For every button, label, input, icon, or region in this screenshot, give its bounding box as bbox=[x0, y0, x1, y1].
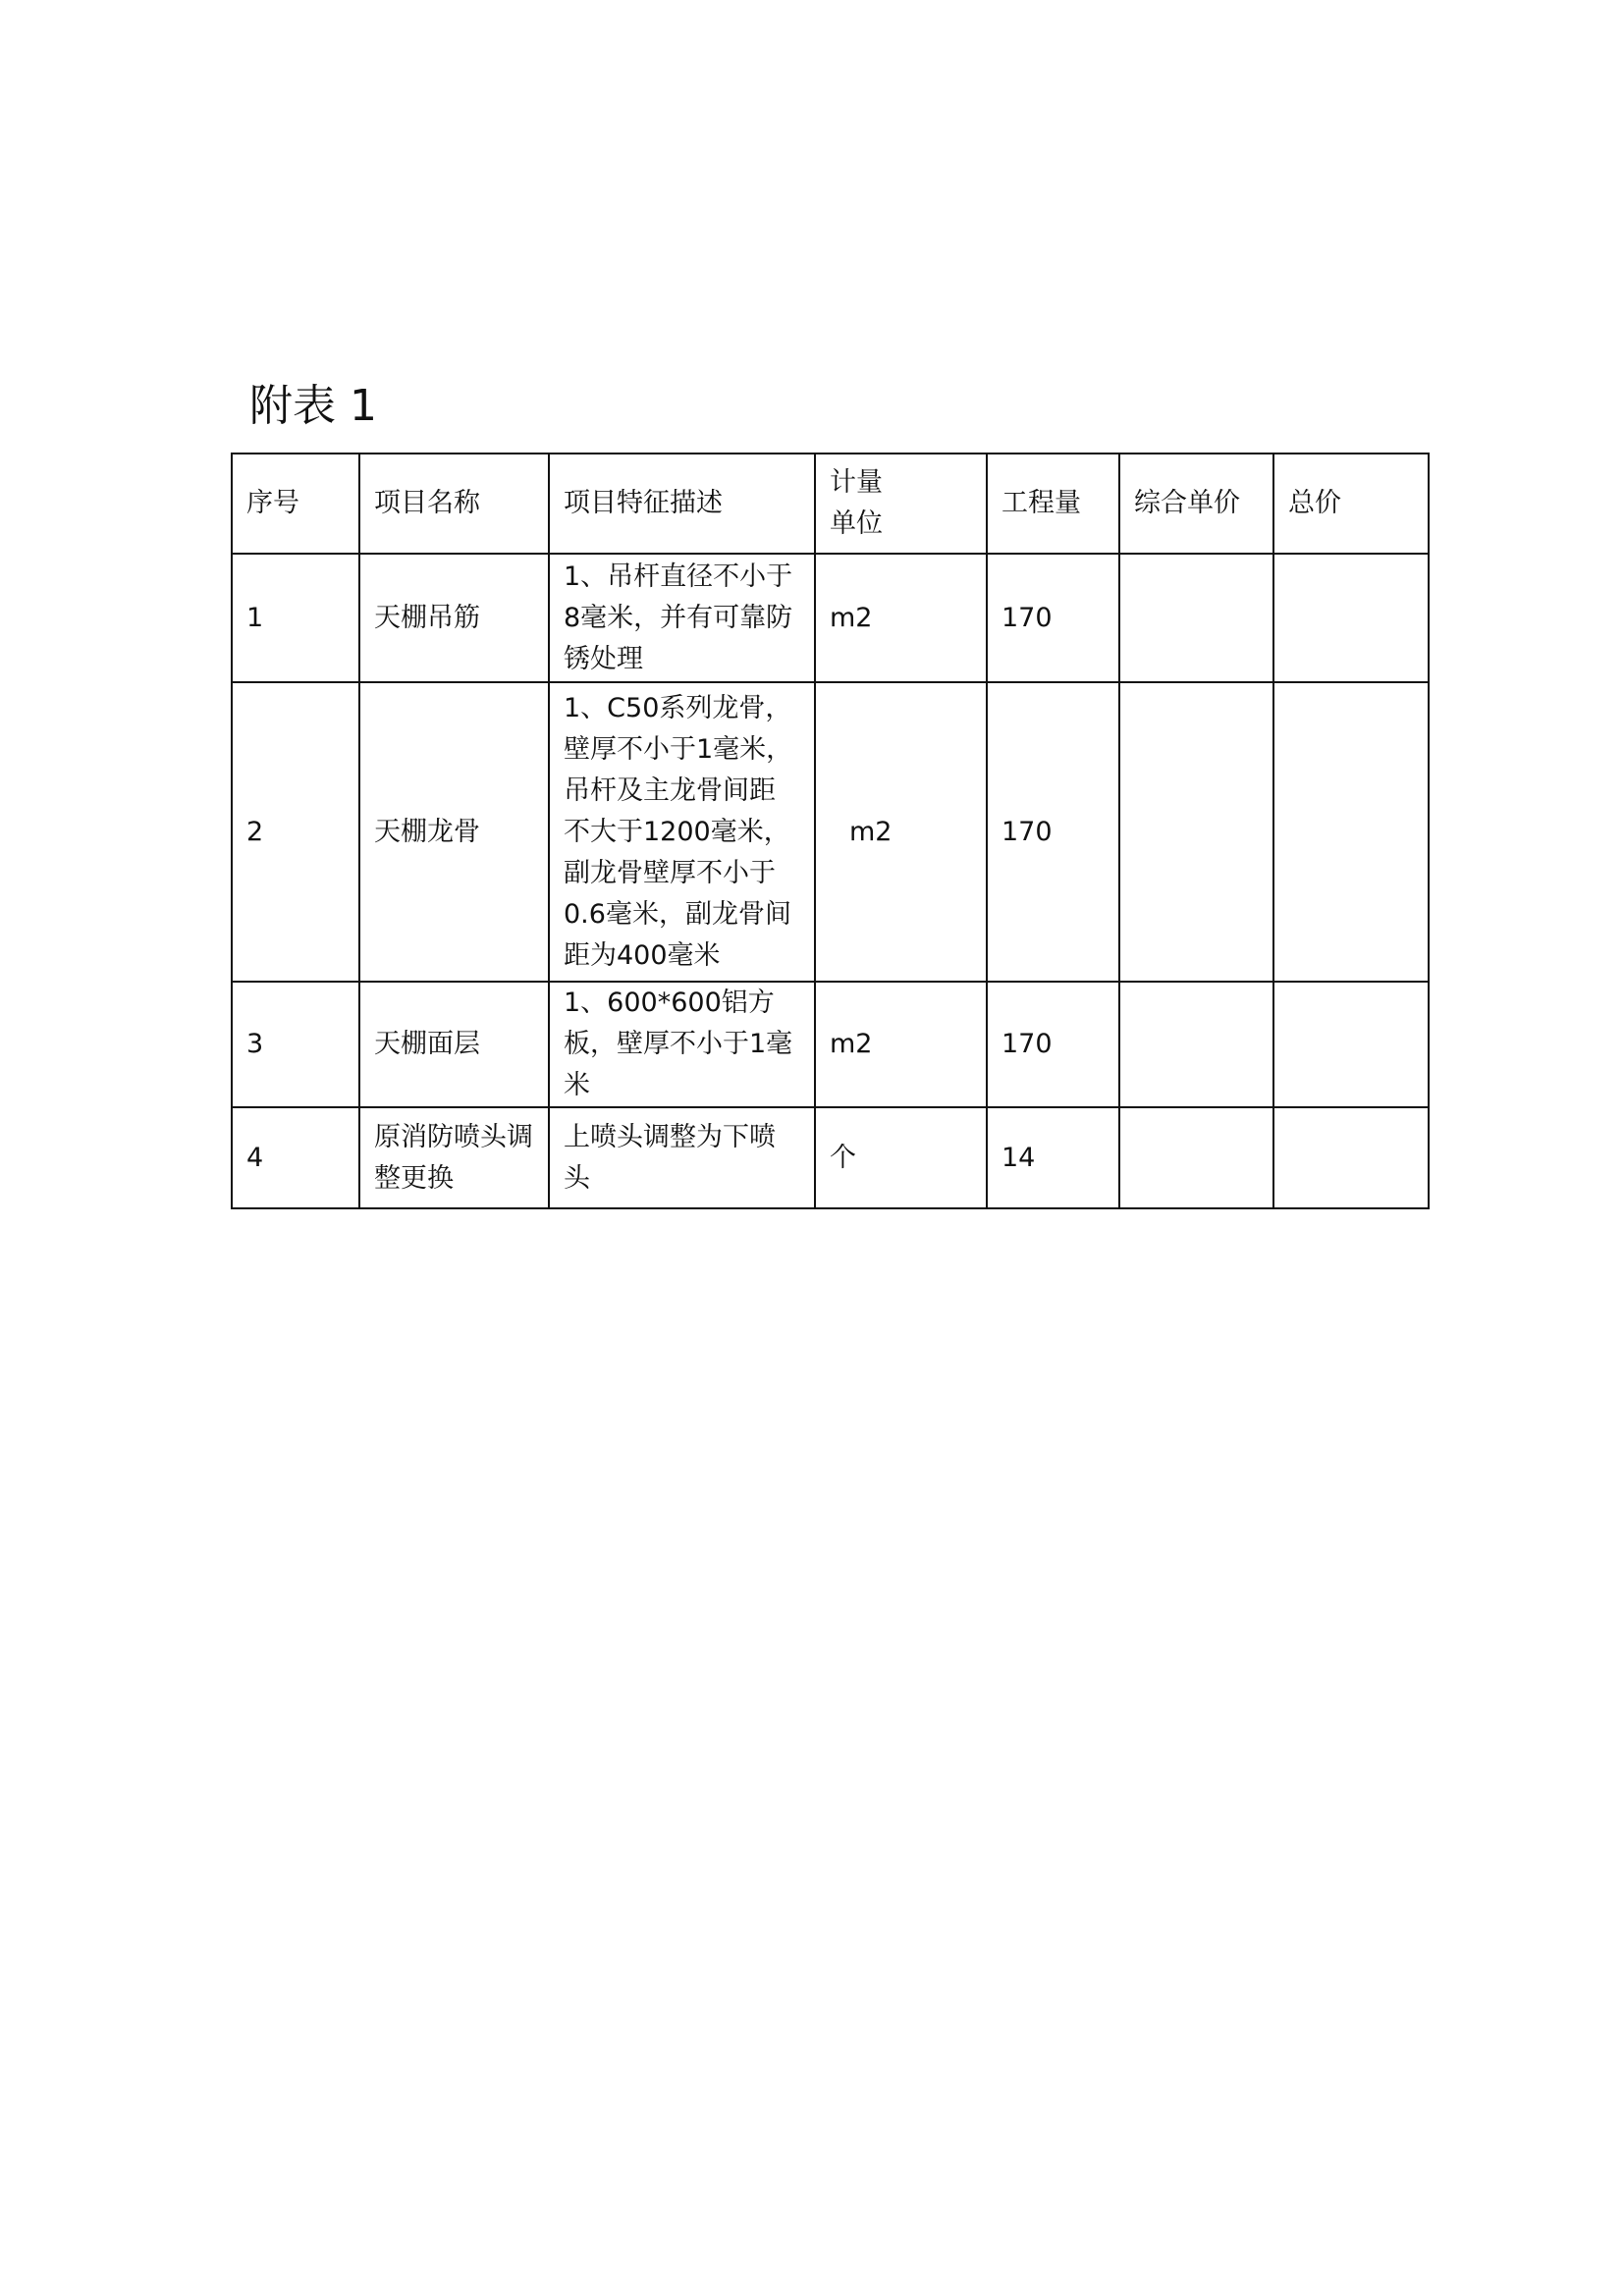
cell-name: 天棚吊筋 bbox=[359, 554, 549, 682]
cell-desc: 1、C50系列龙骨，壁厚不小于1毫米，吊杆及主龙骨间距不大于1200毫米，副龙骨壁厚不小于0.6毫米，副龙骨间距为400毫米 bbox=[549, 682, 815, 982]
header-total: 总价 bbox=[1273, 454, 1429, 554]
cell-unit-price bbox=[1119, 1107, 1273, 1208]
header-unit-line-1: 计量 bbox=[830, 467, 883, 498]
cell-desc: 1、600*600铝方板，壁厚不小于1毫米 bbox=[549, 982, 815, 1107]
cell-no: 2 bbox=[232, 682, 359, 982]
cell-unit-price bbox=[1119, 554, 1273, 682]
header-unit-line-2: 单位 bbox=[830, 508, 883, 539]
cell-unit-price bbox=[1119, 682, 1273, 982]
cell-unit: m2 bbox=[815, 982, 987, 1107]
cell-qty: 170 bbox=[987, 682, 1119, 982]
header-unit bbox=[815, 454, 987, 554]
table-header-row bbox=[232, 454, 1429, 554]
header-no: 序号 bbox=[232, 454, 359, 554]
header-desc: 项目特征描述 bbox=[549, 454, 815, 554]
header-qty: 工程量 bbox=[987, 454, 1119, 554]
cell-no: 3 bbox=[232, 982, 359, 1107]
cell-unit: m2 bbox=[815, 554, 987, 682]
table-row bbox=[232, 682, 1429, 982]
cell-unit-price bbox=[1119, 982, 1273, 1107]
bill-of-quantities-table bbox=[231, 453, 1430, 1209]
cell-total bbox=[1273, 982, 1429, 1107]
cell-qty: 170 bbox=[987, 554, 1119, 682]
cell-desc: 上喷头调整为下喷头 bbox=[549, 1107, 815, 1208]
table-row bbox=[232, 982, 1429, 1107]
cell-unit: 个 bbox=[815, 1107, 987, 1208]
cell-name: 原消防喷头调整更换 bbox=[359, 1107, 549, 1208]
cell-name: 天棚龙骨 bbox=[359, 682, 549, 982]
table-row bbox=[232, 554, 1429, 682]
cell-total bbox=[1273, 1107, 1429, 1208]
cell-no: 1 bbox=[232, 554, 359, 682]
cell-desc: 1、吊杆直径不小于8毫米，并有可靠防锈处理 bbox=[549, 554, 815, 682]
cell-unit: m2 bbox=[815, 682, 987, 982]
cell-total bbox=[1273, 554, 1429, 682]
cell-qty: 170 bbox=[987, 982, 1119, 1107]
page-title: 附表 1 bbox=[249, 381, 377, 431]
header-name: 项目名称 bbox=[359, 454, 549, 554]
table-row bbox=[232, 1107, 1429, 1208]
cell-qty: 14 bbox=[987, 1107, 1119, 1208]
cell-name: 天棚面层 bbox=[359, 982, 549, 1107]
cell-no: 4 bbox=[232, 1107, 359, 1208]
header-unit-price: 综合单价 bbox=[1119, 454, 1273, 554]
cell-total bbox=[1273, 682, 1429, 982]
